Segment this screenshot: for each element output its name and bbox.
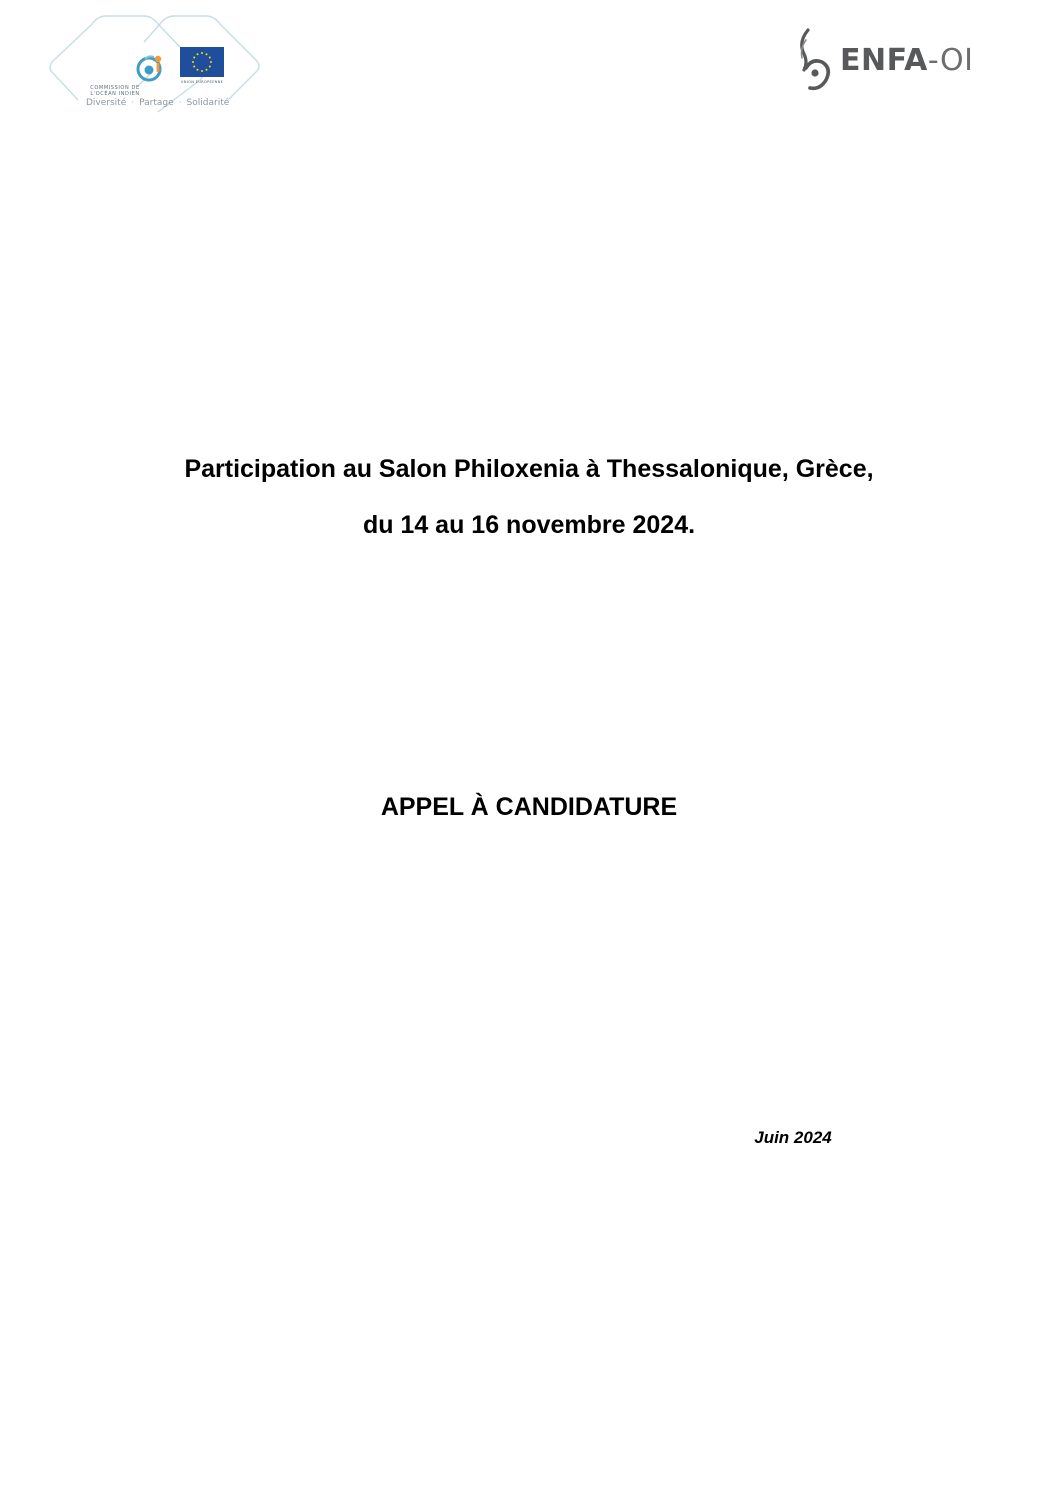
eu-star-icon (210, 61, 212, 63)
tagline-word-solidarite: Solidarité (186, 98, 230, 108)
enfa-oi-logo (796, 28, 974, 96)
eu-name-label: UNION EUROPÉENNE (180, 80, 224, 84)
tagline-dot-icon: · (178, 98, 182, 108)
enfa-oi-wordmark (840, 44, 974, 78)
coi-eu-logo (48, 12, 264, 116)
tagline-word-diversite: Diversité (86, 98, 127, 108)
enfa-wordmark-separator: - (927, 43, 941, 78)
eu-star-icon (197, 69, 199, 71)
eu-star-icon (206, 69, 208, 71)
eu-star-icon (201, 70, 203, 72)
enfa-wordmark-light: OI (940, 43, 974, 78)
eu-star-icon (192, 61, 194, 63)
eu-star-icon (201, 52, 203, 54)
eu-flag-icon (180, 47, 224, 77)
eu-star-icon (193, 57, 195, 59)
eu-star-icon (193, 66, 195, 68)
eu-star-icon (206, 53, 208, 55)
tagline-dot-icon: · (131, 98, 135, 108)
coi-name-label (76, 85, 154, 97)
eu-star-icon (209, 57, 211, 59)
coi-emblem-icon (136, 53, 164, 83)
tagline-word-partage: Partage (139, 98, 174, 108)
document-title-line-2: du 14 au 16 novembre 2024. (362, 511, 696, 539)
document-date: Juin 2024 (754, 1128, 832, 1147)
call-for-applications-heading: APPEL À CANDIDATURE (380, 793, 678, 821)
eu-star-icon (197, 53, 199, 55)
document-title-line-1: Participation au Salon Philoxenia à Thessalonique, Grèce, (184, 455, 874, 483)
enfa-wordmark-strong: ENFA (840, 43, 928, 78)
coi-name-line2: L'OCÉAN INDIEN (90, 91, 140, 97)
coi-name-line1: COMMISSION DE (90, 85, 140, 91)
enfa-swirl-icon (796, 28, 834, 94)
eu-star-icon (209, 66, 211, 68)
coi-tagline (86, 98, 236, 108)
